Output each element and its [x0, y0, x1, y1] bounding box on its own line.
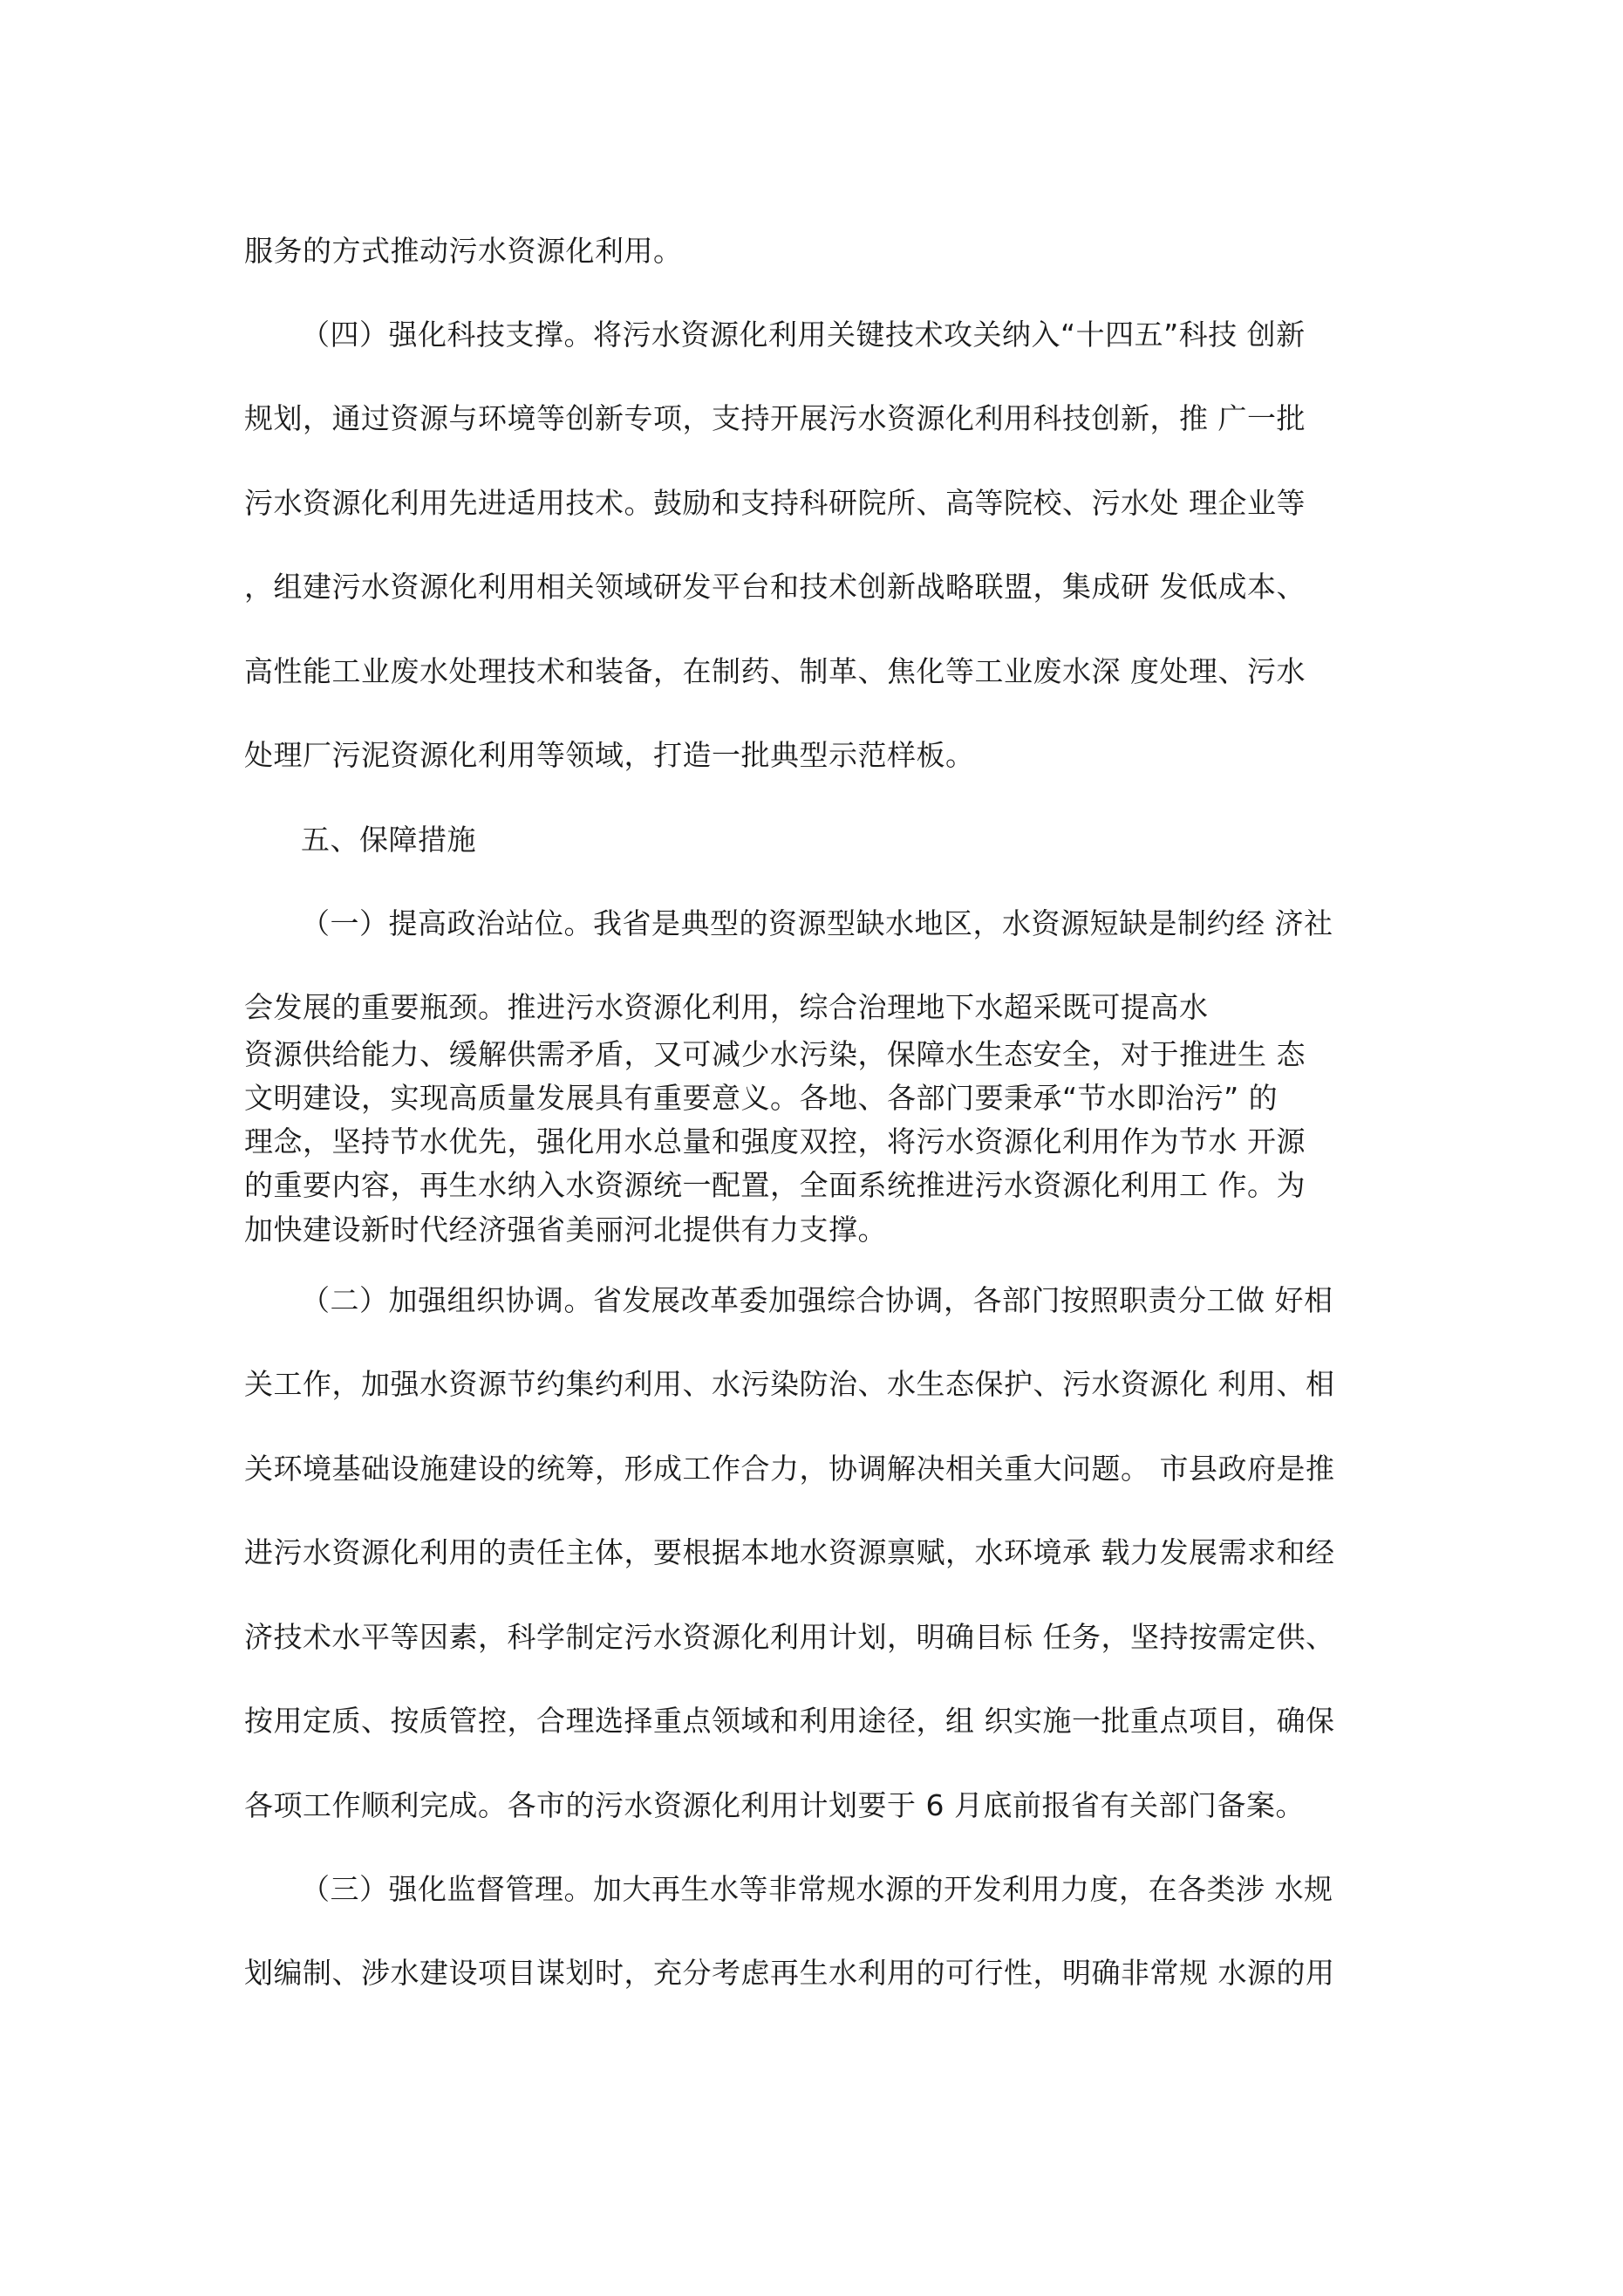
paragraph-2-heading-line: （二）加强组织协调。省发展改革委加强综合协调，各部门按照职责分工做 好相 [301, 1283, 1333, 1317]
text-line: 划编制、涉水建设项目谋划时，充分考虑再生水利用的可行性，明确非常规 水源的用 [244, 1956, 1335, 1990]
text-line: 处理厂污泥资源化利用等领域，打造一批典型示范样板。 [244, 738, 975, 772]
paragraph-1-heading-line: （一）提高政治站位。我省是典型的资源型缺水地区，水资源短缺是制约经 济社 [301, 906, 1333, 940]
text-line: 理念，坚持节水优先，强化用水总量和强度双控，将污水资源化利用作为节水 开源 [244, 1124, 1306, 1158]
text-line: 按用定质、按质管控，合理选择重点领域和利用途径，组 织实施一批重点项目，确保 [244, 1704, 1335, 1738]
paragraph-4-heading-line: （四）强化科技支撑。将污水资源化利用关键技术攻关纳入“十四五”科技 创新 [301, 318, 1306, 352]
text-line: ，组建污水资源化利用相关领域研发平台和技术创新战略联盟，集成研 发低成本、 [244, 570, 1306, 604]
text-line: 高性能工业废水处理技术和装备，在制药、制革、焦化等工业废水深 度处理、污水 [244, 654, 1306, 688]
text-line: 会发展的重要瓶颈。推进污水资源化利用，综合治理地下水超采既可提高水 [244, 990, 1209, 1024]
text-line: 进污水资源化利用的责任主体，要根据本地水资源禀赋，水环境承 载力发展需求和经 [244, 1535, 1335, 1569]
section-heading: 五、保障措施 [301, 823, 476, 857]
text-line: 济技术水平等因素，科学制定污水资源化利用计划，明确目标 任务，坚持按需定供、 [244, 1620, 1335, 1654]
text-line: 加快建设新时代经济强省美丽河北提供有力支撑。 [244, 1213, 887, 1247]
text-line: 服务的方式推动污水资源化利用。 [244, 234, 683, 268]
text-line: 关工作，加强水资源节约集约利用、水污染防治、水生态保护、污水资源化 利用、相 [244, 1367, 1335, 1401]
text-line: 文明建设，实现高质量发展具有重要意义。各地、各部门要秉承“节水即治污” 的 [244, 1081, 1279, 1115]
text-line: 各项工作顺利完成。各市的污水资源化利用计划要于 6 月底前报省有关部门备案。 [244, 1788, 1305, 1822]
text-line: 关环境基础设施建设的统筹，形成工作合力，协调解决相关重大问题。 市县政府是推 [244, 1452, 1335, 1486]
text-line: 的重要内容，再生水纳入水资源统一配置，全面系统推进污水资源化利用工 作。为 [244, 1168, 1306, 1202]
text-line: 规划，通过资源与环境等创新专项，支持开展污水资源化利用科技创新，推 广一批 [244, 401, 1306, 435]
paragraph-3-heading-line: （三）强化监督管理。加大再生水等非常规水源的开发利用力度，在各类涉 水规 [301, 1872, 1333, 1906]
text-line: 资源供给能力、缓解供需矛盾，又可减少水污染，保障水生态安全，对于推进生 态 [244, 1037, 1306, 1071]
text-line: 污水资源化利用先进适用技术。鼓励和支持科研院所、高等院校、污水处 理企业等 [244, 486, 1306, 520]
